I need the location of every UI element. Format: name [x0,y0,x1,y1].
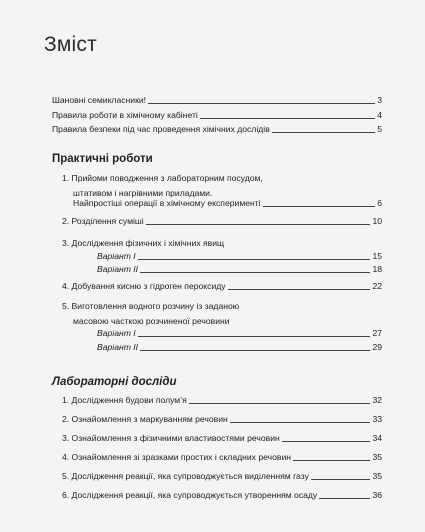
toc-page-number: 32 [372,395,382,405]
toc-page-number: 6 [377,198,382,208]
dot-leader [319,498,370,499]
toc-page-number: 36 [372,490,382,500]
dot-leader [146,224,371,225]
toc-entry [73,198,382,209]
toc-entry-label: 6. Дослідження реакції, яка супроводжується утворенням осаду [62,490,318,500]
toc-page-number: 5 [377,124,382,134]
toc-entry-label: 2. Розділення суміші [62,216,144,226]
dot-leader [140,350,370,351]
toc-page-number: 15 [372,251,382,261]
toc-entry-label: 3. Ознайомлення з фізичними властивостями речовин [62,433,280,443]
toc-entry-label: Шановні семикласники! [52,95,147,105]
toc-page-number: 34 [372,433,382,443]
toc-entry-line: 3. Дослідження фізичних і хімічних явищ [62,238,225,248]
dot-leader [189,403,371,404]
toc-entry [62,490,382,501]
dot-leader [200,118,375,119]
toc-entry-line: 5. Виготовлення водного розчину із заданою [62,301,240,311]
toc-entry-multiline [62,236,224,251]
toc-entry-label: Правила безпеки під час проведення хімічних дослідів [52,124,270,134]
toc-entry-label: 4. Добування кисню з гідроген пероксиду [62,281,226,291]
toc-entry-label: Варіант I [97,328,136,338]
toc-entry-label: Варіант II [97,264,139,274]
toc-entry-multiline [62,299,239,328]
toc-entry-variant [97,342,382,353]
toc-entry [62,452,382,463]
toc-entry-line: масовою часткою розчиненої речовини [73,315,230,326]
dot-leader [263,206,376,207]
toc-page-number: 27 [372,328,382,338]
toc-entry [62,414,382,425]
toc-entry-label: Варіант I [97,251,136,261]
toc-entry-label: 4. Ознайомлення зі зразками простих і складних речовин [62,452,291,462]
toc-entry [52,110,382,121]
toc-entry-label: 2. Ознайомлення з маркуванням речовин [62,414,228,424]
dot-leader [272,132,375,133]
dot-leader [293,460,370,461]
dot-leader [311,479,371,480]
toc-entry-label: Правила роботи в хімічному кабінеті [52,110,198,120]
toc-page-number: 22 [372,281,382,291]
toc-entry-multiline [62,171,263,200]
toc-entry-line: штативом і нагрівними приладами. [73,187,213,198]
toc-page-number: 3 [377,95,382,105]
toc-entry [62,216,382,227]
toc-entry [62,395,382,406]
toc-entry [62,433,382,444]
toc-entry-line: 1. Прийоми поводження з лабораторним посудом, [62,173,263,183]
toc-page-number: 18 [372,264,382,274]
dot-leader [148,103,375,104]
dot-leader [140,272,370,273]
toc-page-number: 29 [372,342,382,352]
section-heading-practical: Практичні роботи [52,153,153,165]
section-heading-lab: Лабораторні досліди [52,376,177,388]
page-title: Зміст [44,33,97,56]
toc-page-number: 33 [372,414,382,424]
dot-leader [138,336,371,337]
dot-leader [228,289,371,290]
dot-leader [282,441,371,442]
toc-entry-label: Найпростіші операції в хімічному експерименті [73,198,261,208]
toc-page-number: 35 [372,471,382,481]
toc-page-number: 10 [372,216,382,226]
toc-entry-variant [97,251,382,262]
toc-entry [52,95,382,106]
toc-entry-variant [97,264,382,275]
toc-entry [52,124,382,135]
toc-entry-label: 1. Дослідження будови полум’я [62,395,187,405]
toc-entry [62,471,382,482]
toc-page-number: 4 [377,110,382,120]
toc-page-number: 35 [372,452,382,462]
dot-leader [138,259,371,260]
toc-entry-label: Варіант II [97,342,139,352]
toc-entry [62,281,382,292]
toc-entry-label: 5. Дослідження реакції, яка супроводжується виділенням газу [62,471,309,481]
dot-leader [230,422,371,423]
toc-entry-variant [97,328,382,339]
